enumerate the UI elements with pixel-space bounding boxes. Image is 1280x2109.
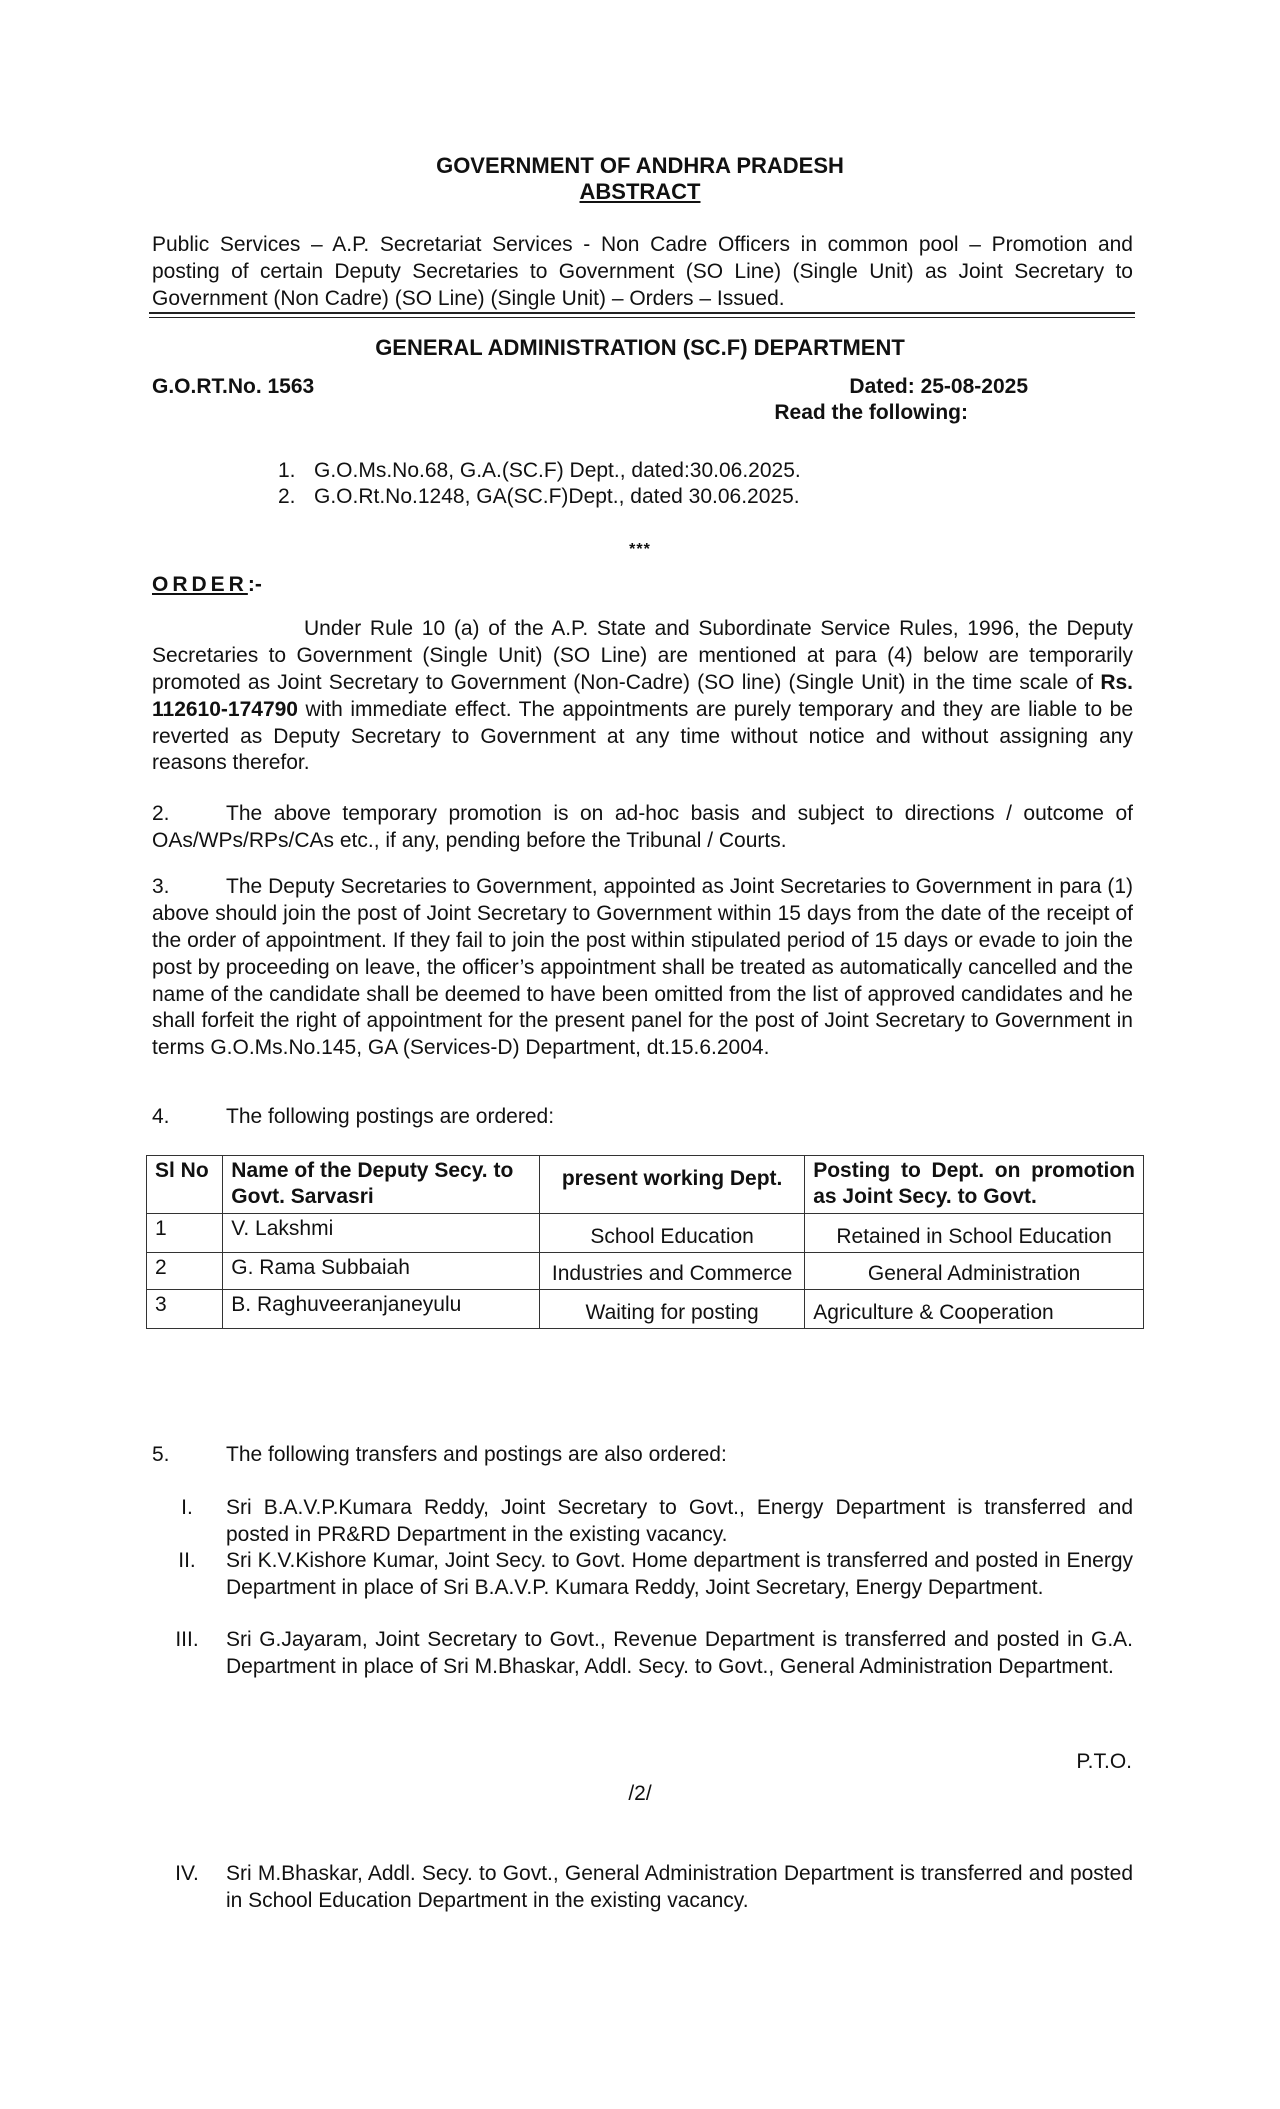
paragraph-3-number: 3. — [152, 875, 170, 898]
order-date: Dated: 25-08-2025 — [849, 375, 1028, 398]
paragraph-1-text-end: with immediate effect. The appointments are purely temporary and they are liable to be reverted as Deputy Secretary to Government at any time without notice and without assigning any reasons therefor. — [152, 697, 1133, 775]
transfer-number: I. — [181, 1496, 193, 1519]
paragraph-3-text: The Deputy Secretaries to Government, appointed as Joint Secretaries to Government in para (1) above should join the post of Joint Secretary to Government within 15 days from the date of the receipt of the order of appointment. If they fail to join the post within stipulated period of 15 days or evade to join the post by proceeding on leave, the officer’s appointment shall be treated as automatically cancelled and the name of the candidate shall be deemed to have been omitted from the list of approved candidates and he shall forfeit the right of appointment for the present panel for the post of Joint Secretary to Government in terms G.O.Ms.No.145, GA (Services-D) Department, dt.15.6.2004. — [152, 875, 1133, 1060]
table-row — [147, 1290, 1144, 1329]
read-following-label: Read the following: — [774, 401, 968, 424]
paragraph-1 — [152, 616, 1133, 777]
cell-sl-no: 3 — [147, 1290, 223, 1329]
government-heading: GOVERNMENT OF ANDHRA PRADESH — [436, 153, 844, 178]
paragraph-2-text: The above temporary promotion is on ad-hoc basis and subject to directions / outcome of OAs/WPs/RPs/CAs etc., if any, pending before the Tribunal / Courts. — [152, 802, 1133, 852]
reference-item — [278, 484, 801, 510]
transfer-text: Sri K.V.Kishore Kumar, Joint Secy. to Govt. Home department is transferred and posted in Energy Department in place of Sri B.A.V.P. Kumara Reddy, Joint Secretary, Energy Department. — [226, 1549, 1133, 1599]
paragraph-4-number: 4. — [152, 1105, 170, 1128]
cell-name: G. Rama Subbaiah — [223, 1252, 540, 1289]
pto-label: P.T.O. — [1076, 1750, 1132, 1773]
header-posting-dept: Posting to Dept. on promotion as Joint Secy. to Govt. — [805, 1156, 1144, 1214]
reference-number: 2. — [278, 485, 296, 508]
paragraph-2 — [152, 801, 1133, 855]
table-row — [147, 1213, 1144, 1252]
department-heading: GENERAL ADMINISTRATION (SC.F) DEPARTMENT — [375, 335, 905, 360]
cell-present-dept: Waiting for posting — [540, 1290, 805, 1329]
paragraph-1-indent — [152, 617, 304, 640]
reference-item — [278, 458, 801, 484]
transfer-number: II. — [178, 1549, 196, 1572]
cell-present-dept: School Education — [540, 1213, 805, 1252]
header-sl-no: Sl No — [147, 1156, 223, 1214]
transfer-text: Sri G.Jayaram, Joint Secretary to Govt., Revenue Department is transferred and posted in G.A. Department in place of Sri M.Bhaskar, Addl. Secy. to Govt., General Administration Department. — [226, 1628, 1133, 1678]
order-label — [152, 572, 262, 599]
abstract-heading: ABSTRACT — [579, 179, 701, 204]
transfer-text: Sri M.Bhaskar, Addl. Secy. to Govt., General Administration Department is transferred and posted in School Education Department in the existing vacancy. — [226, 1862, 1133, 1912]
order-label-suffix: :- — [247, 573, 262, 596]
subject-text: Public Services – A.P. Secretariat Services - Non Cadre Officers in common pool – Promotion and posting of certain Deputy Secretaries to Government (SO Line) (Single Unit) as Joint Secretary to Government (Non Cadre) (SO Line) (Single Unit) – Orders – Issued. — [152, 233, 1133, 310]
paragraph-3 — [152, 874, 1133, 1062]
paragraph-5-number: 5. — [152, 1443, 170, 1466]
cell-name: V. Lakshmi — [223, 1213, 540, 1252]
references-list — [278, 458, 801, 510]
cell-present-dept: Industries and Commerce — [540, 1252, 805, 1289]
transfer-text: Sri B.A.V.P.Kumara Reddy, Joint Secretary to Govt., Energy Department is transferred and posted in PR&RD Department in the existing vacancy. — [226, 1496, 1133, 1546]
order-label-text: ORDER — [152, 573, 248, 596]
paragraph-5 — [152, 1442, 1133, 1469]
pay-scale: Rs. 112610-174790 — [152, 670, 1133, 721]
paragraph-5-text: The following transfers and postings are also ordered: — [226, 1443, 727, 1466]
paragraph-2-number: 2. — [152, 802, 170, 825]
cell-sl-no: 2 — [147, 1252, 223, 1289]
table-header-row — [147, 1156, 1144, 1214]
cell-posting-dept: Agriculture & Cooperation — [805, 1290, 1144, 1329]
transfer-number: III. — [175, 1628, 199, 1651]
cell-posting-dept: General Administration — [805, 1252, 1144, 1289]
page-marker: /2/ — [628, 1782, 652, 1805]
transfer-item — [152, 1627, 1133, 1681]
postings-table — [146, 1155, 1144, 1329]
paragraph-4 — [152, 1104, 1133, 1131]
header-present-dept: present working Dept. — [540, 1156, 805, 1214]
paragraph-4-text: The following postings are ordered: — [226, 1105, 555, 1128]
transfer-item — [152, 1861, 1133, 1915]
cell-name: B. Raghuveeranjaneyulu — [223, 1290, 540, 1329]
paragraph-1-text-start: Under Rule 10 (a) of the A.P. State and Subordinate Service Rules, 1996, the Deputy Secretaries to Government (Single Unit) (SO Line) are mentioned at para (4) below are temporarily promoted as Joint Secretary to Government (Non-Cadre) (SO line) (Single Unit) in the time scale of — [152, 617, 1133, 694]
header-name: Name of the Deputy Secy. to Govt. Sarvasri — [223, 1156, 540, 1214]
transfer-item — [152, 1495, 1133, 1549]
subject-divider-thin — [149, 317, 1135, 318]
reference-text: G.O.Ms.No.68, G.A.(SC.F) Dept., dated:30.06.2025. — [314, 459, 801, 482]
reference-text: G.O.Rt.No.1248, GA(SC.F)Dept., dated 30.06.2025. — [314, 485, 800, 508]
transfer-number: IV. — [175, 1862, 199, 1885]
separator-stars: *** — [629, 541, 651, 558]
cell-posting-dept: Retained in School Education — [805, 1213, 1144, 1252]
reference-number: 1. — [278, 459, 296, 482]
cell-sl-no: 1 — [147, 1213, 223, 1252]
transfer-item — [152, 1548, 1133, 1602]
go-number: G.O.RT.No. 1563 — [152, 375, 315, 398]
subject-divider — [149, 312, 1135, 314]
table-row — [147, 1252, 1144, 1289]
